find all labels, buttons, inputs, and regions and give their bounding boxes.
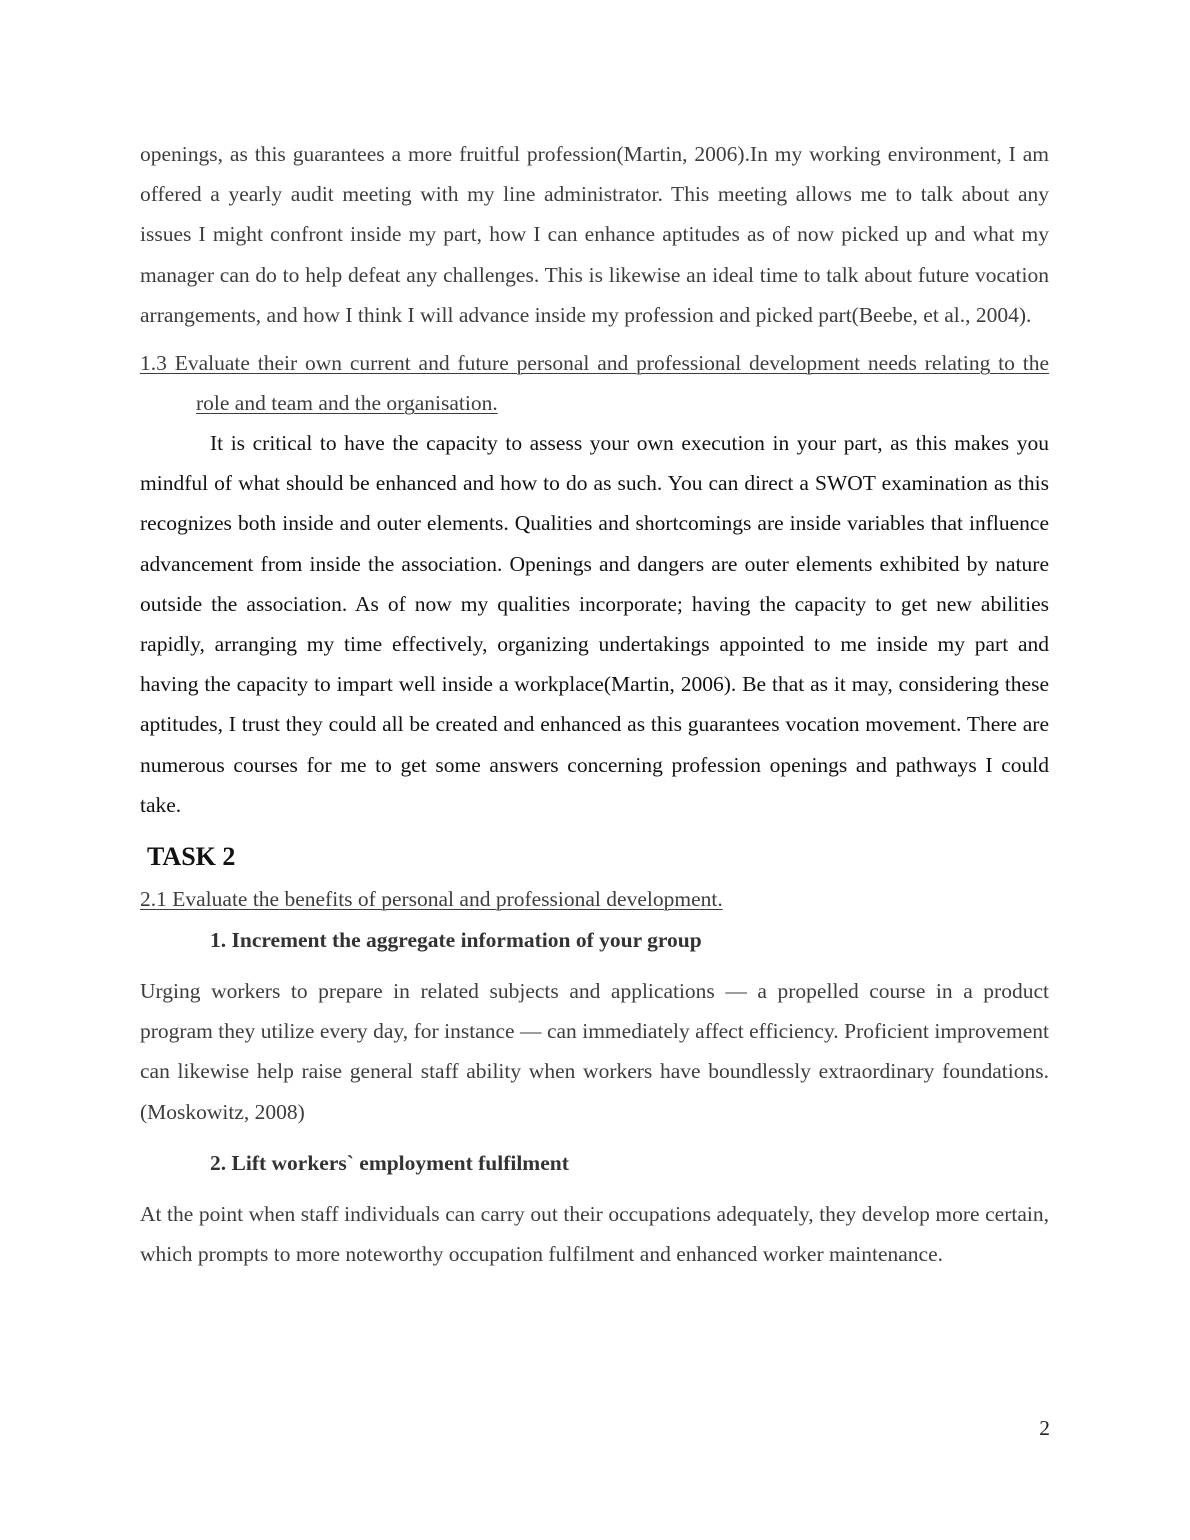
benefit-1-title: 1. Increment the aggregate information of your group: [210, 928, 702, 953]
document-body: [140, 134, 1049, 1274]
paragraph-swot: It is critical to have the capacity to assess your own execution in your part, as this makes you mindful of what should be enhanced and how to do as such. You can direct a SWOT examination as this recognizes both inside and outer elements. Qualities and shortcomings are inside variables that influence advancement from inside the association. Openings and dangers are outer elements exhibited by nature outside the association. As of now my qualities incorporate; having the capacity to get new abilities rapidly, arranging my time effectively, organizing undertakings appointed to me inside my part and having the capacity to impart well inside a workplace(Martin, 2006). Be that as it may, considering these aptitudes, I trust they could all be created and enhanced as this guarantees vocation movement. There are numerous courses for me to get some answers concerning profession openings and pathways I could take.: [140, 431, 1049, 817]
benefit-1-text: Urging workers to prepare in related subjects and applications — a propelled course in a product program they utilize every day, for instance — can immediately affect efficiency. Proficient improvement can likewise help raise general staff ability when workers have boundlessly extraordinary foundations. (Moskowitz, 2008): [140, 979, 1049, 1124]
section-heading-2-1: 2.1 Evaluate the benefits of personal and professional development.: [140, 887, 723, 912]
paragraph-yearly-audit: openings, as this guarantees a more fruitful profession(Martin, 2006).In my working environment, I am offered a yearly audit meeting with my line administrator. This meeting allows me to talk about any issues I might confront inside my part, how I can enhance aptitudes as of now picked up and what my manager can do to help defeat any challenges. This is likewise an ideal time to talk about future vocation arrangements, and how I think I will advance inside my profession and picked part(Beebe, et al., 2004).: [140, 142, 1049, 327]
task-2-heading: TASK 2: [147, 842, 236, 872]
benefit-2-text: At the point when staff individuals can carry out their occupations adequately, they develop more certain, which prompts to more noteworthy occupation fulfilment and enhanced worker maintenance.: [140, 1201, 1049, 1267]
benefit-2-title: 2. Lift workers` employment fulfilment: [210, 1150, 569, 1175]
section-heading-1-3: 1.3 Evaluate their own current and future personal and professional development needs relating to the role and team and the organisation.: [140, 351, 1049, 416]
page-number: 2: [1039, 1416, 1050, 1440]
